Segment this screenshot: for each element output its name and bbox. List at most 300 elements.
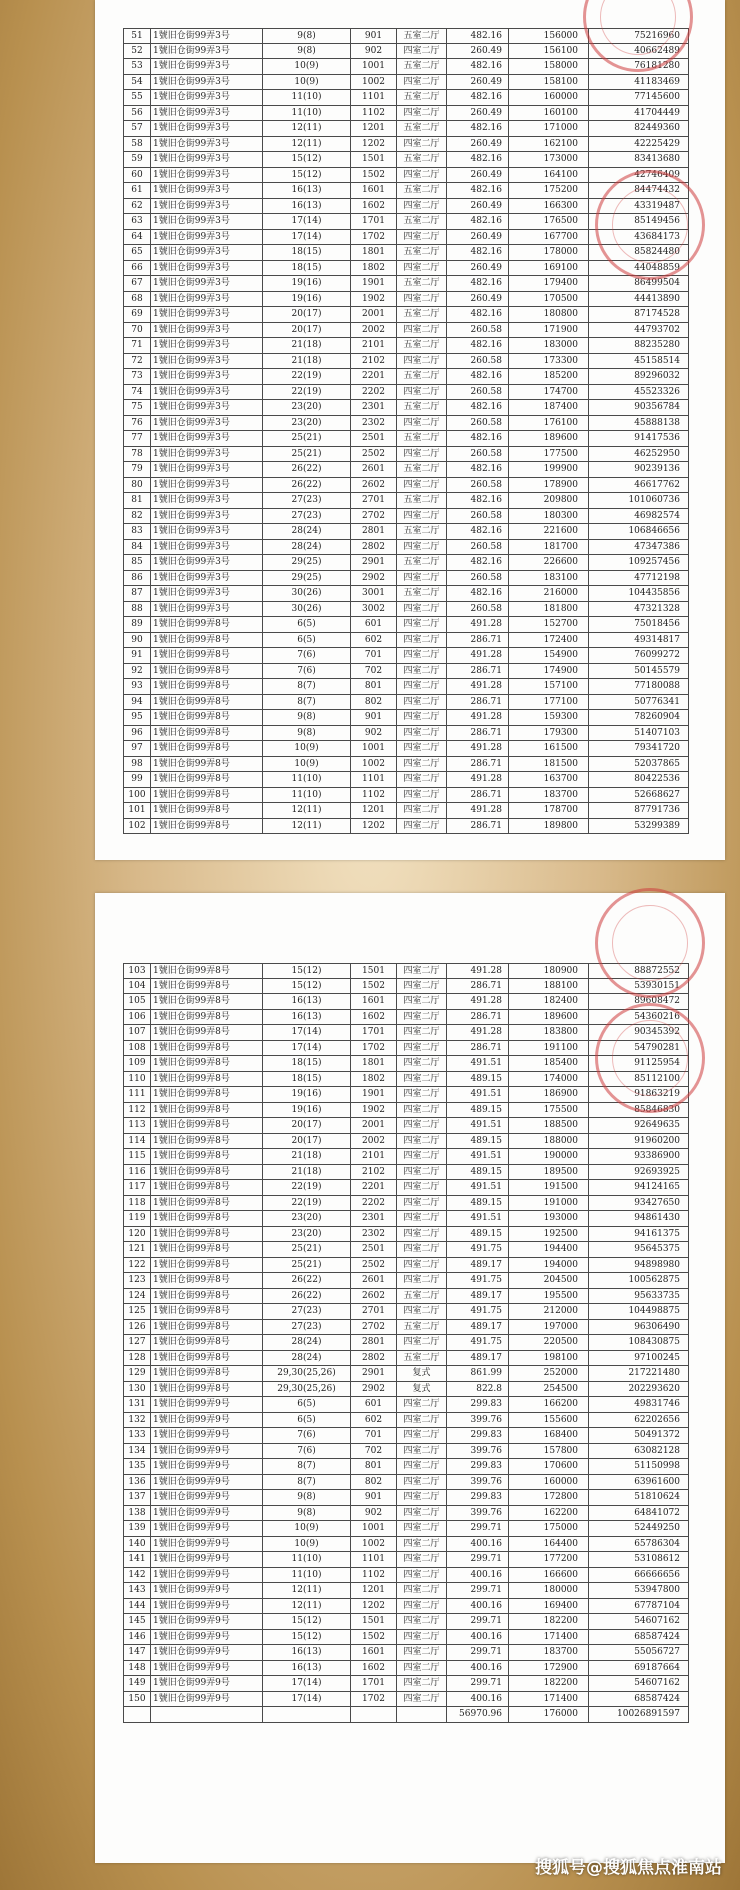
table-row bbox=[123, 385, 689, 401]
table-row bbox=[123, 75, 689, 91]
room-number-cell: 1102 bbox=[351, 106, 397, 122]
area-cell: 491.75 bbox=[447, 1242, 509, 1258]
area-cell: 491.28 bbox=[447, 772, 509, 788]
area-cell: 491.51 bbox=[447, 1056, 509, 1072]
area-cell: 299.83 bbox=[447, 1490, 509, 1506]
layout-type-cell: 四室二厅 bbox=[397, 1180, 447, 1196]
layout-type-cell: 四室二厅 bbox=[397, 44, 447, 60]
total-price-cell: 44048859 bbox=[589, 261, 689, 277]
room-number-cell: 2901 bbox=[351, 1366, 397, 1382]
total-price-cell: 50145579 bbox=[589, 664, 689, 680]
unit-price-cell: 167700 bbox=[509, 230, 589, 246]
floor-cell: 7(6) bbox=[263, 664, 351, 680]
total-price-cell: 90345392 bbox=[589, 1025, 689, 1041]
floor-cell: 6(5) bbox=[263, 633, 351, 649]
layout-type-cell: 四室二厅 bbox=[397, 1273, 447, 1289]
row-number-cell: 133 bbox=[123, 1428, 151, 1444]
address-cell: 1號旧仓街99弄8号 bbox=[151, 710, 263, 726]
layout-type-cell: 五室二厅 bbox=[397, 28, 447, 44]
address-cell: 1號旧仓街99弄8号 bbox=[151, 1211, 263, 1227]
area-cell: 299.71 bbox=[447, 1645, 509, 1661]
total-price-cell: 55056727 bbox=[589, 1645, 689, 1661]
area-cell: 260.49 bbox=[447, 75, 509, 91]
room-number-cell: 1701 bbox=[351, 214, 397, 230]
area-cell: 260.58 bbox=[447, 447, 509, 463]
address-cell: 1號旧仓街99弄3号 bbox=[151, 168, 263, 184]
total-price-cell: 43684173 bbox=[589, 230, 689, 246]
room-number-cell: 1501 bbox=[351, 152, 397, 168]
layout-type-cell: 四室二厅 bbox=[397, 1072, 447, 1088]
floor-cell: 17(14) bbox=[263, 214, 351, 230]
floor-cell: 15(12) bbox=[263, 1614, 351, 1630]
table-row bbox=[123, 1320, 689, 1336]
room-number-cell: 2702 bbox=[351, 509, 397, 525]
total-price-cell: 89296032 bbox=[589, 369, 689, 385]
room-number-cell: 1702 bbox=[351, 1041, 397, 1057]
room-number-cell: 1602 bbox=[351, 1661, 397, 1677]
floor-cell: 20(17) bbox=[263, 323, 351, 339]
layout-type-cell: 四室二厅 bbox=[397, 292, 447, 308]
layout-type-cell: 五室二厅 bbox=[397, 493, 447, 509]
address-cell: 1號旧仓街99弄8号 bbox=[151, 819, 263, 835]
address-cell: 1號旧仓街99弄9号 bbox=[151, 1692, 263, 1708]
address-cell: 1號旧仓街99弄3号 bbox=[151, 90, 263, 106]
room-number-cell: 2802 bbox=[351, 1351, 397, 1367]
total-price-cell: 76181280 bbox=[589, 59, 689, 75]
room-number-cell: 1702 bbox=[351, 1692, 397, 1708]
row-number-cell: 107 bbox=[123, 1025, 151, 1041]
floor-cell: 25(21) bbox=[263, 431, 351, 447]
layout-type-cell: 四室二厅 bbox=[397, 1537, 447, 1553]
row-number-cell: 137 bbox=[123, 1490, 151, 1506]
room-number-cell: 2902 bbox=[351, 1382, 397, 1398]
address-cell: 1號旧仓街99弄3号 bbox=[151, 292, 263, 308]
room-number-cell: 1502 bbox=[351, 979, 397, 995]
floor-cell: 23(20) bbox=[263, 416, 351, 432]
table-row bbox=[123, 1614, 689, 1630]
layout-type-cell: 四室二厅 bbox=[397, 1041, 447, 1057]
address-cell: 1號旧仓街99弄8号 bbox=[151, 803, 263, 819]
row-number-cell: 71 bbox=[123, 338, 151, 354]
unit-price-cell: 186900 bbox=[509, 1087, 589, 1103]
room-number-cell: 902 bbox=[351, 1506, 397, 1522]
total-price-cell: 94161375 bbox=[589, 1227, 689, 1243]
address-cell: 1號旧仓街99弄3号 bbox=[151, 400, 263, 416]
address-cell: 1號旧仓街99弄9号 bbox=[151, 1428, 263, 1444]
address-cell: 1號旧仓街99弄9号 bbox=[151, 1490, 263, 1506]
floor-cell: 9(8) bbox=[263, 44, 351, 60]
address-cell: 1號旧仓街99弄3号 bbox=[151, 369, 263, 385]
layout-type-cell: 四室二厅 bbox=[397, 323, 447, 339]
area-cell: 482.16 bbox=[447, 307, 509, 323]
row-number-cell: 138 bbox=[123, 1506, 151, 1522]
layout-type-cell: 四室二厅 bbox=[397, 772, 447, 788]
room-number-cell: 2201 bbox=[351, 1180, 397, 1196]
area-cell: 400.16 bbox=[447, 1599, 509, 1615]
address-cell: 1號旧仓街99弄3号 bbox=[151, 75, 263, 91]
unit-price-cell: 170500 bbox=[509, 292, 589, 308]
layout-type-cell: 四室二厅 bbox=[397, 385, 447, 401]
row-number-cell: 97 bbox=[123, 741, 151, 757]
area-cell: 286.71 bbox=[447, 1010, 509, 1026]
row-number-cell: 146 bbox=[123, 1630, 151, 1646]
row-number-cell: 120 bbox=[123, 1227, 151, 1243]
room-number-cell: 2601 bbox=[351, 462, 397, 478]
seal-stamp bbox=[595, 888, 705, 998]
address-cell: 1號旧仓街99弄8号 bbox=[151, 633, 263, 649]
room-number-cell: 1702 bbox=[351, 230, 397, 246]
room-number-cell: 2001 bbox=[351, 1118, 397, 1134]
area-cell: 299.71 bbox=[447, 1521, 509, 1537]
unit-price-cell: 182400 bbox=[509, 994, 589, 1010]
layout-type-cell: 四室二厅 bbox=[397, 106, 447, 122]
row-number-cell: 117 bbox=[123, 1180, 151, 1196]
floor-cell: 10(9) bbox=[263, 1537, 351, 1553]
total-price-cell: 109257456 bbox=[589, 555, 689, 571]
area-cell: 482.16 bbox=[447, 493, 509, 509]
total-price-cell: 75216960 bbox=[589, 28, 689, 44]
unit-price-cell: 185200 bbox=[509, 369, 589, 385]
layout-type-cell: 四室二厅 bbox=[397, 1165, 447, 1181]
table-row bbox=[123, 1382, 689, 1398]
layout-type-cell: 四室二厅 bbox=[397, 1103, 447, 1119]
room-number-cell: 1502 bbox=[351, 1630, 397, 1646]
unit-price-cell: 197000 bbox=[509, 1320, 589, 1336]
total-price-cell: 93427650 bbox=[589, 1196, 689, 1212]
table-row bbox=[123, 1335, 689, 1351]
address-cell: 1號旧仓街99弄8号 bbox=[151, 1103, 263, 1119]
row-number-cell: 74 bbox=[123, 385, 151, 401]
room-number-cell: 2801 bbox=[351, 1335, 397, 1351]
row-number-cell: 90 bbox=[123, 633, 151, 649]
row-number-cell: 134 bbox=[123, 1444, 151, 1460]
table-row bbox=[123, 369, 689, 385]
area-cell: 286.71 bbox=[447, 819, 509, 835]
unit-price-cell: 181800 bbox=[509, 602, 589, 618]
room-number-cell: 2101 bbox=[351, 1149, 397, 1165]
table-row bbox=[123, 1413, 689, 1429]
table-row bbox=[123, 1506, 689, 1522]
area-cell: 299.83 bbox=[447, 1428, 509, 1444]
address-cell: 1號旧仓街99弄8号 bbox=[151, 757, 263, 773]
room-number-cell: 601 bbox=[351, 617, 397, 633]
table-row bbox=[123, 137, 689, 153]
unit-price-cell: 182200 bbox=[509, 1614, 589, 1630]
address-cell: 1號旧仓街99弄3号 bbox=[151, 183, 263, 199]
area-cell: 399.76 bbox=[447, 1413, 509, 1429]
room-number-cell: 801 bbox=[351, 1459, 397, 1475]
area-cell: 286.71 bbox=[447, 1041, 509, 1057]
room-number-cell: 2302 bbox=[351, 416, 397, 432]
room-number-cell: 1601 bbox=[351, 994, 397, 1010]
total-price-cell: 82449360 bbox=[589, 121, 689, 137]
area-cell: 489.15 bbox=[447, 1134, 509, 1150]
table-row bbox=[123, 1428, 689, 1444]
room-number-cell: 2702 bbox=[351, 1320, 397, 1336]
layout-type-cell: 五室二厅 bbox=[397, 369, 447, 385]
address-cell: 1號旧仓街99弄9号 bbox=[151, 1444, 263, 1460]
floor-cell: 9(8) bbox=[263, 1506, 351, 1522]
unit-price-cell: 183000 bbox=[509, 338, 589, 354]
row-number-cell: 106 bbox=[123, 1010, 151, 1026]
row-number-cell: 108 bbox=[123, 1041, 151, 1057]
total-price-cell: 84474432 bbox=[589, 183, 689, 199]
room-number-cell: 1801 bbox=[351, 245, 397, 261]
floor-cell: 26(22) bbox=[263, 478, 351, 494]
unit-price-cell: 180800 bbox=[509, 307, 589, 323]
room-number-cell: 2202 bbox=[351, 385, 397, 401]
table-row bbox=[123, 571, 689, 587]
floor-cell: 16(13) bbox=[263, 1010, 351, 1026]
unit-price-cell: 204500 bbox=[509, 1273, 589, 1289]
address-cell: 1號旧仓街99弄3号 bbox=[151, 137, 263, 153]
total-price-cell: 53947800 bbox=[589, 1583, 689, 1599]
address-cell: 1號旧仓街99弄3号 bbox=[151, 323, 263, 339]
table-row bbox=[123, 757, 689, 773]
room-number-cell: 1601 bbox=[351, 1645, 397, 1661]
address-cell: 1號旧仓街99弄8号 bbox=[151, 695, 263, 711]
unit-price-cell: 161500 bbox=[509, 741, 589, 757]
room-number-cell: 1901 bbox=[351, 276, 397, 292]
layout-type-cell: 四室二厅 bbox=[397, 1568, 447, 1584]
total-price-cell: 89608472 bbox=[589, 994, 689, 1010]
table-row bbox=[123, 586, 689, 602]
total-price-cell: 85824480 bbox=[589, 245, 689, 261]
layout-type-cell: 五室二厅 bbox=[397, 59, 447, 75]
row-number-cell: 91 bbox=[123, 648, 151, 664]
address-cell: 1號旧仓街99弄3号 bbox=[151, 602, 263, 618]
area-cell: 399.76 bbox=[447, 1506, 509, 1522]
floor-cell: 15(12) bbox=[263, 963, 351, 979]
area-cell: 491.51 bbox=[447, 1211, 509, 1227]
area-cell: 260.49 bbox=[447, 261, 509, 277]
area-cell: 400.16 bbox=[447, 1661, 509, 1677]
area-cell: 260.58 bbox=[447, 540, 509, 556]
address-cell: 1號旧仓街99弄9号 bbox=[151, 1645, 263, 1661]
address-cell: 1號旧仓街99弄9号 bbox=[151, 1676, 263, 1692]
layout-type-cell: 四室二厅 bbox=[397, 1227, 447, 1243]
room-number-cell: 1601 bbox=[351, 183, 397, 199]
address-cell: 1號旧仓街99弄8号 bbox=[151, 1273, 263, 1289]
total-price-cell: 62202656 bbox=[589, 1413, 689, 1429]
floor-cell: 22(19) bbox=[263, 1180, 351, 1196]
total-price-cell: 47321328 bbox=[589, 602, 689, 618]
layout-type-cell: 五室二厅 bbox=[397, 214, 447, 230]
room-number-cell: 802 bbox=[351, 1475, 397, 1491]
row-number-cell: 145 bbox=[123, 1614, 151, 1630]
table-row bbox=[123, 1366, 689, 1382]
area-cell: 299.71 bbox=[447, 1552, 509, 1568]
total-price-cell: 51407103 bbox=[589, 726, 689, 742]
unit-price-cell: 252000 bbox=[509, 1366, 589, 1382]
table-row bbox=[123, 710, 689, 726]
unit-price-cell: 188100 bbox=[509, 979, 589, 995]
address-cell: 1號旧仓街99弄8号 bbox=[151, 1165, 263, 1181]
floor-cell: 16(13) bbox=[263, 183, 351, 199]
layout-type-cell: 四室二厅 bbox=[397, 1676, 447, 1692]
area-cell: 260.58 bbox=[447, 323, 509, 339]
table-row bbox=[123, 602, 689, 618]
table-row bbox=[123, 633, 689, 649]
table-row bbox=[123, 307, 689, 323]
row-number-cell: 141 bbox=[123, 1552, 151, 1568]
address-cell: 1號旧仓街99弄3号 bbox=[151, 307, 263, 323]
address-cell: 1號旧仓街99弄9号 bbox=[151, 1413, 263, 1429]
area-cell: 482.16 bbox=[447, 28, 509, 44]
floor-cell: 23(20) bbox=[263, 1227, 351, 1243]
address-cell: 1號旧仓街99弄3号 bbox=[151, 524, 263, 540]
address-cell: 1號旧仓街99弄8号 bbox=[151, 1149, 263, 1165]
table-row bbox=[123, 416, 689, 432]
unit-price-cell: 172800 bbox=[509, 1490, 589, 1506]
area-cell: 400.16 bbox=[447, 1692, 509, 1708]
floor-cell: 6(5) bbox=[263, 617, 351, 633]
room-number-cell: 3001 bbox=[351, 586, 397, 602]
row-number-cell: 132 bbox=[123, 1413, 151, 1429]
floor-cell: 28(24) bbox=[263, 1335, 351, 1351]
area-cell: 286.71 bbox=[447, 664, 509, 680]
floor-cell: 7(6) bbox=[263, 1428, 351, 1444]
floor-cell: 25(21) bbox=[263, 1258, 351, 1274]
layout-type-cell: 四室二厅 bbox=[397, 710, 447, 726]
address-cell: 1號旧仓街99弄8号 bbox=[151, 1335, 263, 1351]
floor-cell: 27(23) bbox=[263, 1304, 351, 1320]
unit-price-cell: 180900 bbox=[509, 963, 589, 979]
area-cell: 491.51 bbox=[447, 1149, 509, 1165]
row-number-cell: 144 bbox=[123, 1599, 151, 1615]
unit-price-cell: 158000 bbox=[509, 59, 589, 75]
table-row bbox=[123, 1599, 689, 1615]
total-price-cell: 69187664 bbox=[589, 1661, 689, 1677]
layout-type-cell: 五室二厅 bbox=[397, 1289, 447, 1305]
table-row bbox=[123, 1273, 689, 1289]
table-row bbox=[123, 1211, 689, 1227]
layout-type-cell: 四室二厅 bbox=[397, 168, 447, 184]
floor-cell: 8(7) bbox=[263, 679, 351, 695]
table-row bbox=[123, 1103, 689, 1119]
room-number-cell: 2001 bbox=[351, 307, 397, 323]
floor-cell: 9(8) bbox=[263, 710, 351, 726]
table-row bbox=[123, 803, 689, 819]
unit-price-cell: 174900 bbox=[509, 664, 589, 680]
layout-type-cell: 五室二厅 bbox=[397, 1320, 447, 1336]
total-price-cell: 87791736 bbox=[589, 803, 689, 819]
total-price-cell: 88235280 bbox=[589, 338, 689, 354]
layout-type-cell: 四室二厅 bbox=[397, 1444, 447, 1460]
address-cell: 1號旧仓街99弄9号 bbox=[151, 1661, 263, 1677]
address-cell: 1號旧仓街99弄8号 bbox=[151, 1072, 263, 1088]
total-price-cell: 51810624 bbox=[589, 1490, 689, 1506]
total-price-cell: 46617762 bbox=[589, 478, 689, 494]
area-cell: 260.49 bbox=[447, 168, 509, 184]
table-row bbox=[123, 540, 689, 556]
row-number-cell: 55 bbox=[123, 90, 151, 106]
floor-cell: 18(15) bbox=[263, 245, 351, 261]
address-cell: 1號旧仓街99弄8号 bbox=[151, 1056, 263, 1072]
layout-type-cell: 四室二厅 bbox=[397, 1661, 447, 1677]
address-cell: 1號旧仓街99弄3号 bbox=[151, 28, 263, 44]
total-price-cell: 52449250 bbox=[589, 1521, 689, 1537]
room-number-cell: 1102 bbox=[351, 1568, 397, 1584]
total-price-cell: 96306490 bbox=[589, 1320, 689, 1336]
layout-type-cell: 四室二厅 bbox=[397, 447, 447, 463]
unit-price-cell: 178700 bbox=[509, 803, 589, 819]
layout-type-cell: 四室二厅 bbox=[397, 1645, 447, 1661]
row-number-cell: 121 bbox=[123, 1242, 151, 1258]
total-price-cell: 92693925 bbox=[589, 1165, 689, 1181]
area-cell: 482.16 bbox=[447, 338, 509, 354]
layout-type-cell: 复式 bbox=[397, 1366, 447, 1382]
unit-price-cell: 191000 bbox=[509, 1196, 589, 1212]
total-price-cell: 78260904 bbox=[589, 710, 689, 726]
total-price-cell: 51150998 bbox=[589, 1459, 689, 1475]
address-cell bbox=[151, 1707, 263, 1723]
area-cell: 399.76 bbox=[447, 1475, 509, 1491]
room-number-cell: 2802 bbox=[351, 540, 397, 556]
unit-price-cell: 183100 bbox=[509, 571, 589, 587]
area-cell: 489.17 bbox=[447, 1258, 509, 1274]
unit-price-cell: 192500 bbox=[509, 1227, 589, 1243]
floor-cell: 15(12) bbox=[263, 168, 351, 184]
table-row bbox=[123, 1707, 689, 1723]
room-number-cell: 902 bbox=[351, 44, 397, 60]
area-cell: 489.15 bbox=[447, 1227, 509, 1243]
room-number-cell: 901 bbox=[351, 28, 397, 44]
area-cell: 491.28 bbox=[447, 1025, 509, 1041]
layout-type-cell: 五室二厅 bbox=[397, 276, 447, 292]
floor-cell: 30(26) bbox=[263, 602, 351, 618]
area-cell: 260.58 bbox=[447, 478, 509, 494]
address-cell: 1號旧仓街99弄3号 bbox=[151, 447, 263, 463]
total-price-cell: 46252950 bbox=[589, 447, 689, 463]
unit-price-cell: 173300 bbox=[509, 354, 589, 370]
unit-price-cell: 156000 bbox=[509, 28, 589, 44]
table-row bbox=[123, 1180, 689, 1196]
address-cell: 1號旧仓街99弄3号 bbox=[151, 230, 263, 246]
room-number-cell: 1902 bbox=[351, 1103, 397, 1119]
floor-cell: 20(17) bbox=[263, 1118, 351, 1134]
floor-cell: 7(6) bbox=[263, 1444, 351, 1460]
area-cell: 491.75 bbox=[447, 1304, 509, 1320]
unit-price-cell: 177100 bbox=[509, 695, 589, 711]
area-cell: 260.49 bbox=[447, 137, 509, 153]
unit-price-cell: 181700 bbox=[509, 540, 589, 556]
area-cell: 260.58 bbox=[447, 354, 509, 370]
address-cell: 1號旧仓街99弄8号 bbox=[151, 1289, 263, 1305]
row-number-cell: 114 bbox=[123, 1134, 151, 1150]
unit-price-cell: 175200 bbox=[509, 183, 589, 199]
seal-stamp bbox=[595, 1003, 705, 1113]
total-price-cell: 67787104 bbox=[589, 1599, 689, 1615]
table-row bbox=[123, 90, 689, 106]
address-cell: 1號旧仓街99弄9号 bbox=[151, 1568, 263, 1584]
unit-price-cell: 191100 bbox=[509, 1041, 589, 1057]
floor-cell: 10(9) bbox=[263, 75, 351, 91]
total-price-cell: 54360216 bbox=[589, 1010, 689, 1026]
row-number-cell: 68 bbox=[123, 292, 151, 308]
address-cell: 1號旧仓街99弄8号 bbox=[151, 772, 263, 788]
address-cell: 1號旧仓街99弄3号 bbox=[151, 493, 263, 509]
row-number-cell: 119 bbox=[123, 1211, 151, 1227]
layout-type-cell: 四室二厅 bbox=[397, 819, 447, 835]
row-number-cell: 125 bbox=[123, 1304, 151, 1320]
table-row bbox=[123, 338, 689, 354]
unit-price-cell: 199900 bbox=[509, 462, 589, 478]
total-price-cell: 50491372 bbox=[589, 1428, 689, 1444]
row-number-cell: 76 bbox=[123, 416, 151, 432]
floor-cell: 26(22) bbox=[263, 1273, 351, 1289]
layout-type-cell: 四室二厅 bbox=[397, 1428, 447, 1444]
